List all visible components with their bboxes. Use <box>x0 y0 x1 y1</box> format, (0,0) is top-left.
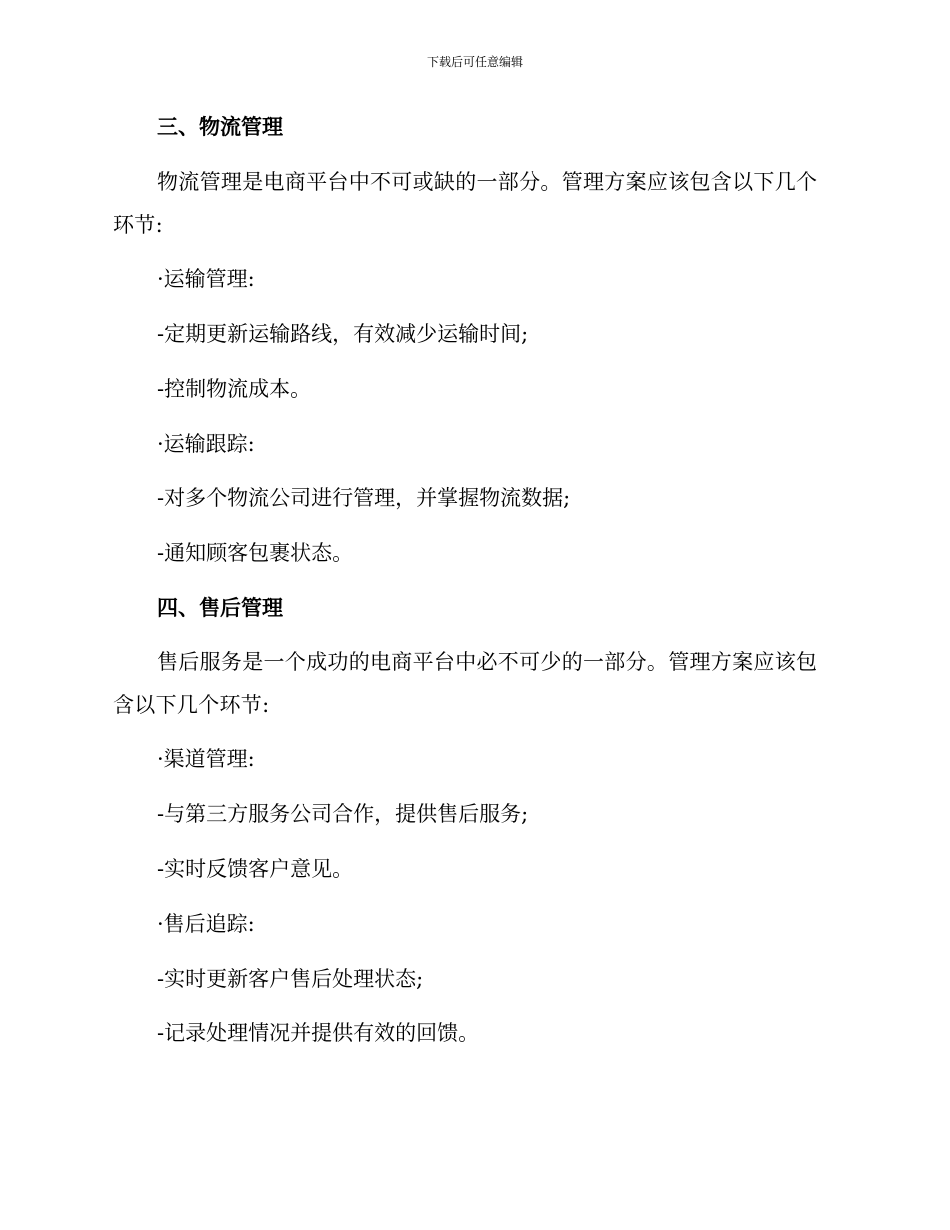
dash-item: -实时反馈客户意见。 <box>157 857 354 881</box>
section-heading-logistics: 三、物流管理 <box>157 115 283 139</box>
dash-item: -与第三方服务公司合作，提供售后服务; <box>157 802 529 826</box>
bullet-item: ·运输管理: <box>157 267 255 291</box>
dash-item: -对多个物流公司进行管理，并掌握物流数据; <box>157 486 571 510</box>
bullet-item: ·运输跟踪: <box>157 432 255 456</box>
dash-item: -通知顾客包裹状态。 <box>157 541 354 565</box>
section-intro-logistics: 物流管理是电商平台中不可或缺的一部分。管理方案应该包含以下几个环节: <box>113 170 818 237</box>
dash-item: -实时更新客户售后处理状态; <box>157 967 424 991</box>
page-header: 下载后可任意编辑 <box>426 55 523 69</box>
dash-item: -记录处理情况并提供有效的回馈。 <box>157 1021 480 1045</box>
bullet-item: ·售后追踪: <box>157 912 255 936</box>
dash-item: -控制物流成本。 <box>157 377 312 401</box>
section-intro-after-sales: 售后服务是一个成功的电商平台中必不可少的一部分。管理方案应该包含以下几个环节: <box>113 650 818 717</box>
section-heading-after-sales: 四、售后管理 <box>157 596 283 620</box>
bullet-item: ·渠道管理: <box>157 747 255 771</box>
dash-item: -定期更新运输路线，有效减少运输时间; <box>157 322 529 346</box>
